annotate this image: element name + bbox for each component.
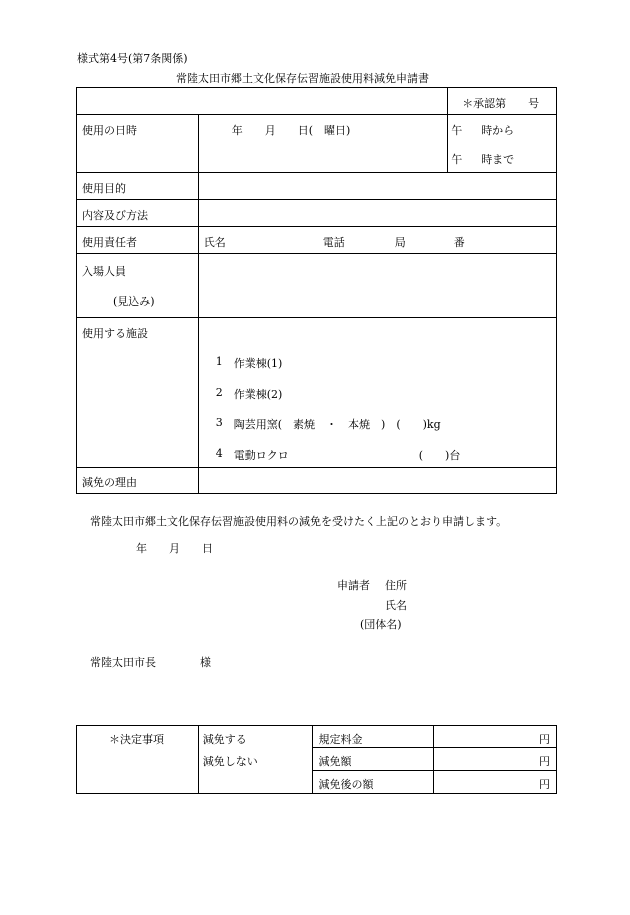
reason-label: 減免の理由	[82, 476, 137, 489]
approval-number: ＊承認第 号	[462, 97, 540, 110]
attendance-field[interactable]	[198, 254, 556, 318]
facility-item-4[interactable]: 電動ロクロ	[233, 449, 289, 462]
purpose-label: 使用目的	[82, 182, 126, 195]
usage-datetime-row	[77, 115, 557, 173]
responsible-number-label: 番	[453, 236, 465, 249]
usage-time-cell[interactable]	[448, 115, 557, 173]
time-from: 時から	[481, 124, 515, 137]
exemption-amount-field[interactable]	[434, 748, 557, 771]
addressee: 常陸太田市長 様	[90, 656, 211, 669]
form-title: 常陸太田市郷土文化保存伝習施設使用料減免申請書	[176, 72, 429, 85]
attendance-sub-label: (見込み)	[113, 295, 155, 308]
facilities-field[interactable]	[198, 318, 556, 468]
form-number: 様式第4号(第7条関係)	[77, 52, 188, 65]
usage-datetime-label-cell	[77, 115, 199, 173]
exemption-amount-unit: 円	[539, 755, 550, 768]
reason-field[interactable]	[198, 468, 556, 494]
usage-datetime-label: 使用の日時	[82, 124, 137, 137]
decision-label: ＊決定事項	[109, 733, 164, 746]
facility-item-1[interactable]: 作業棟(1)	[233, 357, 283, 370]
attendance-label: 入場人員	[82, 265, 126, 278]
facilities-row	[77, 318, 557, 468]
usage-date: 年 月 日( 曜日)	[231, 124, 351, 137]
decision-table	[76, 725, 557, 794]
responsible-row	[77, 227, 557, 254]
after-exemption-label: 減免後の額	[318, 778, 374, 791]
decision-row-1	[77, 726, 557, 748]
purpose-field[interactable]	[198, 173, 556, 200]
standard-fee-unit: 円	[539, 733, 550, 746]
facility-item-1-number: 1	[215, 355, 223, 368]
applicant-group-label: (団体名)	[360, 618, 402, 631]
purpose-row	[77, 173, 557, 200]
exemption-amount-label-cell	[313, 748, 434, 771]
facilities-label-cell	[77, 318, 199, 468]
application-statement: 常陸太田市郷土文化保存伝習施設使用料の減免を受けたく上記のとおり申請します。	[90, 515, 508, 528]
time-to-ampm: 午	[451, 153, 463, 166]
after-exemption-field[interactable]	[434, 771, 557, 794]
applicant-label: 申請者	[337, 579, 370, 592]
time-from-ampm: 午	[451, 124, 463, 137]
standard-fee-label-cell	[313, 726, 434, 748]
approval-cell	[448, 88, 557, 115]
facility-item-3[interactable]: 陶芸用窯( 素焼 ・ 本焼 ) ( )kg	[233, 418, 441, 431]
after-exemption-label-cell	[313, 771, 434, 794]
responsible-station-label: 局	[394, 236, 406, 249]
responsible-label-cell	[77, 227, 199, 254]
attendance-label-cell	[77, 254, 199, 318]
facility-item-4-quantity: ( )台	[418, 449, 461, 462]
after-exemption-unit: 円	[539, 778, 550, 791]
facility-item-2[interactable]: 作業棟(2)	[233, 388, 283, 401]
exemption-amount-label: 減免額	[318, 755, 352, 768]
reason-label-cell	[77, 468, 199, 494]
facility-item-4-number: 4	[215, 447, 223, 460]
content-label: 内容及び方法	[82, 209, 148, 222]
approval-row	[77, 88, 557, 115]
decision-label-cell	[77, 726, 199, 794]
responsible-label: 使用責任者	[82, 236, 137, 249]
time-to: 時まで	[481, 153, 515, 166]
content-label-cell	[77, 200, 199, 227]
usage-date-cell[interactable]	[198, 115, 447, 173]
option-not-exempt[interactable]: 減免しない	[202, 755, 258, 768]
responsible-name-label: 氏名	[203, 236, 226, 249]
reason-row	[77, 468, 557, 494]
purpose-label-cell	[77, 173, 199, 200]
responsible-field[interactable]	[198, 227, 556, 254]
application-date: 年 月 日	[136, 542, 213, 555]
applicant-name-label: 氏名	[385, 599, 407, 612]
decision-options-cell	[198, 726, 313, 794]
content-field[interactable]	[198, 200, 556, 227]
facilities-label: 使用する施設	[82, 327, 148, 340]
facility-item-3-number: 3	[215, 416, 223, 429]
approval-blank-cell	[77, 88, 448, 115]
applicant-address-label: 住所	[385, 579, 407, 592]
content-row	[77, 200, 557, 227]
standard-fee-label: 規定料金	[318, 733, 363, 746]
attendance-row	[77, 254, 557, 318]
option-exempt[interactable]: 減免する	[202, 733, 247, 746]
facility-item-2-number: 2	[215, 386, 223, 399]
standard-fee-field[interactable]	[434, 726, 557, 748]
application-form-table	[76, 87, 557, 494]
responsible-phone-label: 電話	[322, 236, 345, 249]
